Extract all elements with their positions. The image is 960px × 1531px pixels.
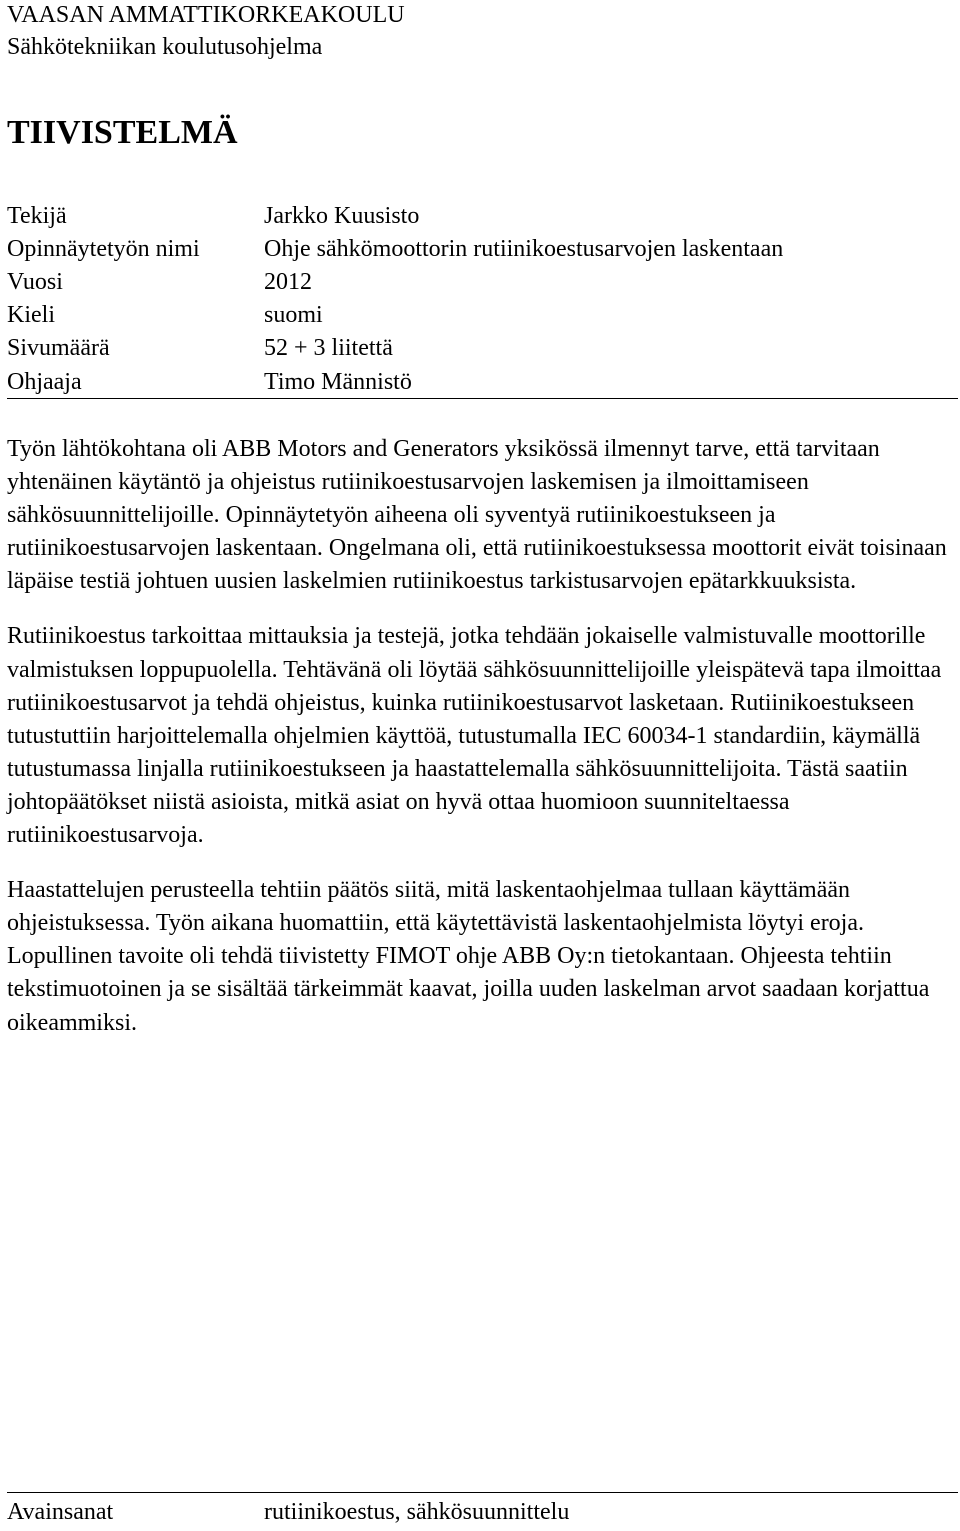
info-label: Vuosi xyxy=(7,268,63,295)
abstract-paragraph: Lopullinen tavoite oli tehdä tiivistetty FIMOT ohje ABB Oy:n tietokantaan. Ohjeesta tehtiin tekstimuotoinen ja se sisältää tärkeimmät kaavat, joilla uuden laskelman arvot saadaan korjattua oikeammiksi. xyxy=(7,943,930,1036)
info-value: Timo Männistö xyxy=(264,368,412,395)
abstract-body xyxy=(7,433,952,1040)
keywords-value: rutiinikoestus, sähkösuunnittelu xyxy=(264,1499,570,1525)
info-row-supervisor xyxy=(7,365,958,398)
info-row-author xyxy=(7,199,958,232)
info-row-pages xyxy=(7,332,958,365)
info-value: Jarkko Kuusisto xyxy=(264,202,420,229)
page-title: TIIVISTELMÄ xyxy=(7,114,238,151)
info-row-title xyxy=(7,232,958,265)
info-label: Kieli xyxy=(7,302,55,329)
abstract-paragraph: Rutiinikoestus tarkoittaa mittauksia ja testejä, jotka tehdään jokaiselle valmistuvalle moottorille valmistuksen loppupuolella. Tehtävänä oli löytää sähkösuunnittelijoille yleispätevä tapa ilmoittaa rutiinikoestusarvot ja tehdä ohjeistus, kuinka rutiinikoestusarvot lasketaan. Rutiinikoestukseen tutustuttiin harjoittelemalla ohjelmien käyttöä, tutustumalla IEC 60034-1 standardiin, käymällä tutustumassa linjalla rutiinikoestukseen ja haastattelemalla sähkösuunnittelijoita. Tästä saatiin johtopäätökset niistä asioista, mitkä asiat on hyvä ottaa huomioon suunniteltaessa rutiinikoestusarvoja. xyxy=(7,623,942,849)
info-value: 2012 xyxy=(264,268,312,295)
info-row-year xyxy=(7,265,958,298)
info-value: 52 + 3 liitettä xyxy=(264,335,393,362)
info-value: suomi xyxy=(264,302,323,329)
school-name: VAASAN AMMATTIKORKEAKOULU xyxy=(7,2,405,28)
info-value: Ohje sähkömoottorin rutiinikoestusarvojen laskentaan xyxy=(264,235,784,262)
keywords-label: Avainsanat xyxy=(7,1499,114,1525)
keywords-row xyxy=(7,1492,958,1531)
abstract-paragraph: Työn lähtökohtana oli ABB Motors and Generators yksikössä ilmennyt tarve, että tarvitaan yhtenäinen käytäntö ja ohjeistus rutiinikoestusarvojen laskemisen ja ilmoittamiseen sähkösuunnittelijoille. Opinnäytetyön aiheena oli syventyä rutiinikoestukseen ja rutiinikoestusarvojen laskentaan. Ongelmana oli, että rutiinikoestuksessa moottorit eivät toisinaan läpäise testiä johtuen uusien laskelmien rutiinikoestus tarkistusarvojen epätarkkuuksista. xyxy=(7,436,947,595)
info-row-language xyxy=(7,299,958,332)
thesis-info-table xyxy=(7,199,958,399)
abstract-paragraph: Haastattelujen perusteella tehtiin päätös siitä, mitä laskentaohjelmaa tullaan käyttämään ohjeistuksessa. Työn aikana huomattiin, että käytettävistä laskentaohjelmista löytyi eroja. xyxy=(7,877,865,937)
degree-programme: Sähkötekniikan koulutusohjelma xyxy=(7,34,323,60)
info-label: Tekijä xyxy=(7,202,67,229)
info-label: Ohjaaja xyxy=(7,368,82,395)
info-label: Opinnäytetyön nimi xyxy=(7,235,200,262)
info-label: Sivumäärä xyxy=(7,335,110,362)
